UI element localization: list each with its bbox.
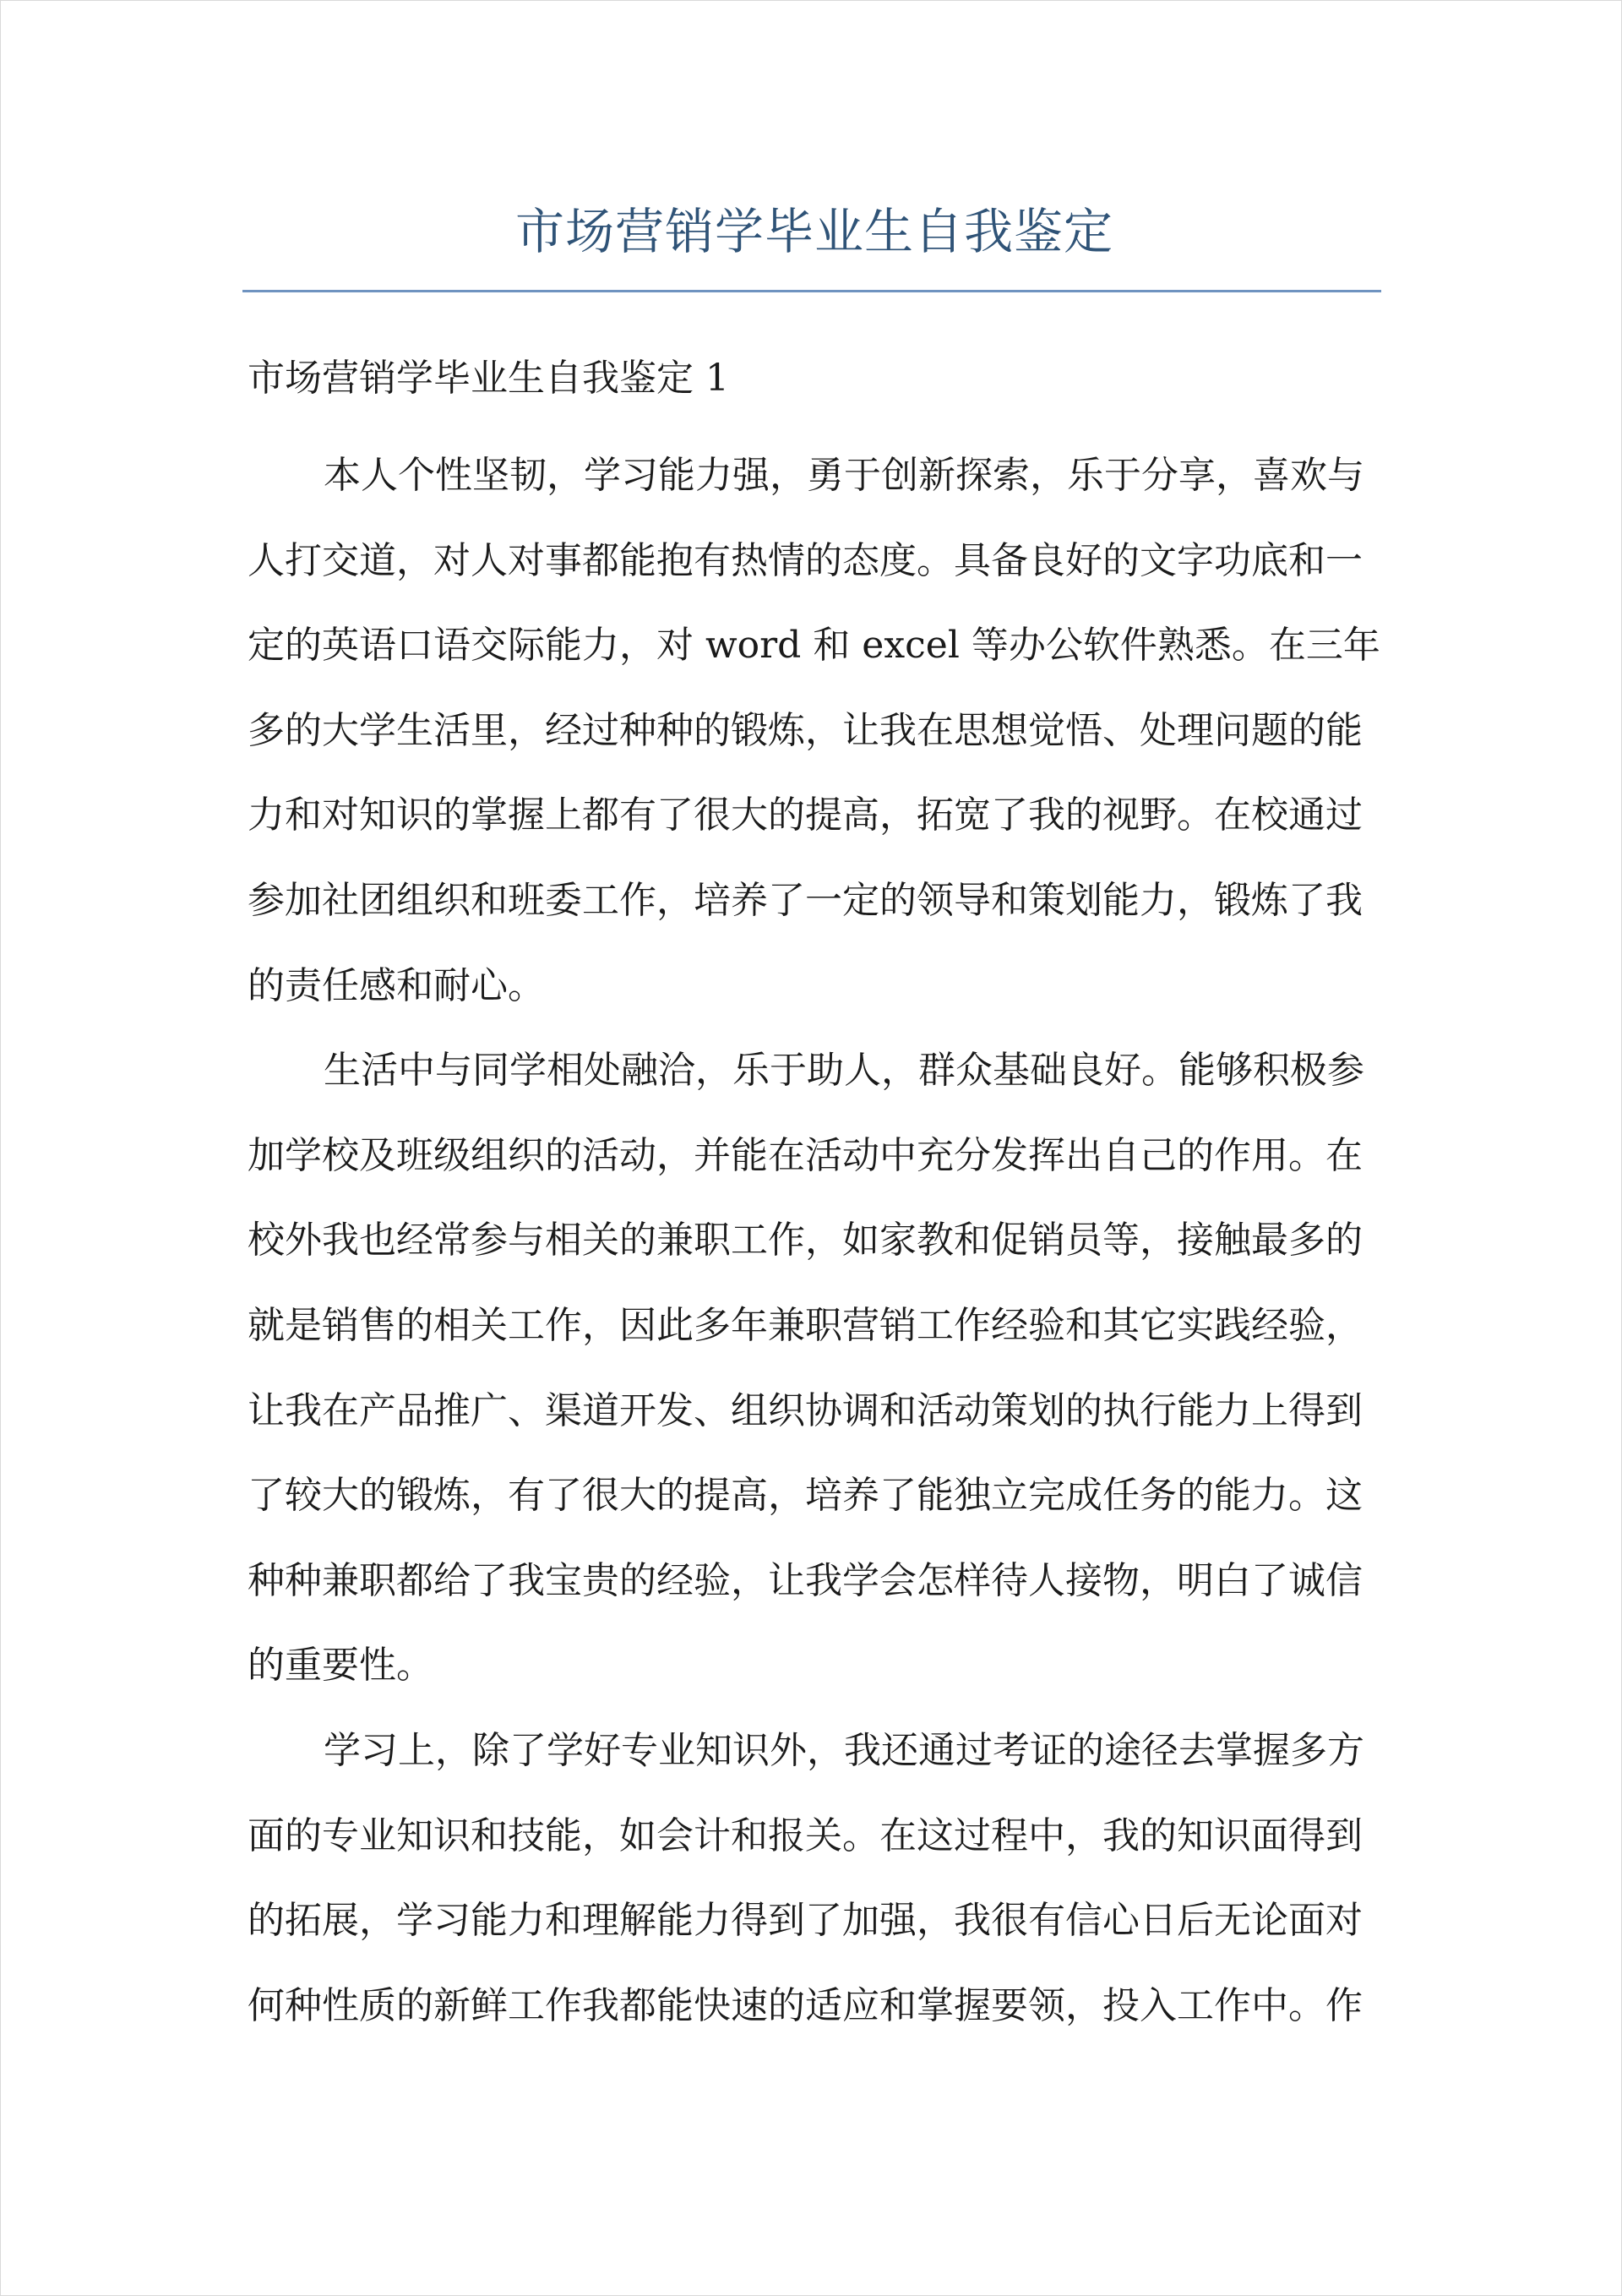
text-line: 了较大的锻炼，有了很大的提高，培养了能独立完成任务的能力。这 <box>248 1474 1363 1518</box>
text-line: 让我在产品推广、渠道开发、组织协调和活动策划的执行能力上得到 <box>248 1388 1363 1432</box>
document-title: 市场营销学毕业生自我鉴定 <box>514 203 1113 260</box>
section-heading: 市场营销学毕业生自我鉴定 1 <box>248 357 729 400</box>
title-underline <box>242 290 1381 292</box>
text-line: 的拓展，学习能力和理解能力得到了加强，我很有信心日后无论面对 <box>248 1899 1363 1943</box>
text-line: 就是销售的相关工作，因此多年兼职营销工作经验和其它实践经验， <box>248 1303 1363 1347</box>
text-line: 参加社团组织和班委工作，培养了一定的领导和策划能力，锻炼了我 <box>248 878 1363 922</box>
text-line: 定的英语口语交际能力，对 word 和 excel 等办公软件熟悉。在三年 <box>248 624 1380 668</box>
text-line: 人打交道，对人对事都能抱有热情的态度。具备良好的文字功底和一 <box>248 538 1363 582</box>
body-text <box>248 434 1381 2048</box>
text-line: 种种兼职都给了我宝贵的经验，让我学会怎样待人接物，明白了诚信 <box>248 1558 1363 1602</box>
text-line: 加学校及班级组织的活动，并能在活动中充分发挥出自己的作用。在 <box>248 1133 1363 1177</box>
text-line: 面的专业知识和技能，如会计和报关。在这过程中，我的知识面得到 <box>248 1813 1363 1857</box>
text-line: 学习上，除了学好专业知识外，我还通过考证的途径去掌握多方 <box>324 1728 1364 1772</box>
text-line: 何种性质的新鲜工作我都能快速的适应和掌握要领，投入工作中。作 <box>248 1983 1363 2027</box>
text-line: 本人个性坚韧，学习能力强，勇于创新探索，乐于分享，喜欢与 <box>324 454 1364 497</box>
text-line: 生活中与同学相处融洽，乐于助人，群众基础良好。能够积极参 <box>324 1049 1364 1093</box>
text-line: 校外我也经常参与相关的兼职工作，如家教和促销员等，接触最多的 <box>248 1219 1363 1263</box>
text-line: 力和对知识的掌握上都有了很大的提高，拓宽了我的视野。在校通过 <box>248 794 1363 837</box>
text-line: 的责任感和耐心。 <box>248 963 545 1007</box>
text-line: 的重要性。 <box>248 1644 433 1688</box>
text-line: 多的大学生活里，经过种种的锻炼，让我在思想觉悟、处理问题的能 <box>248 708 1363 752</box>
